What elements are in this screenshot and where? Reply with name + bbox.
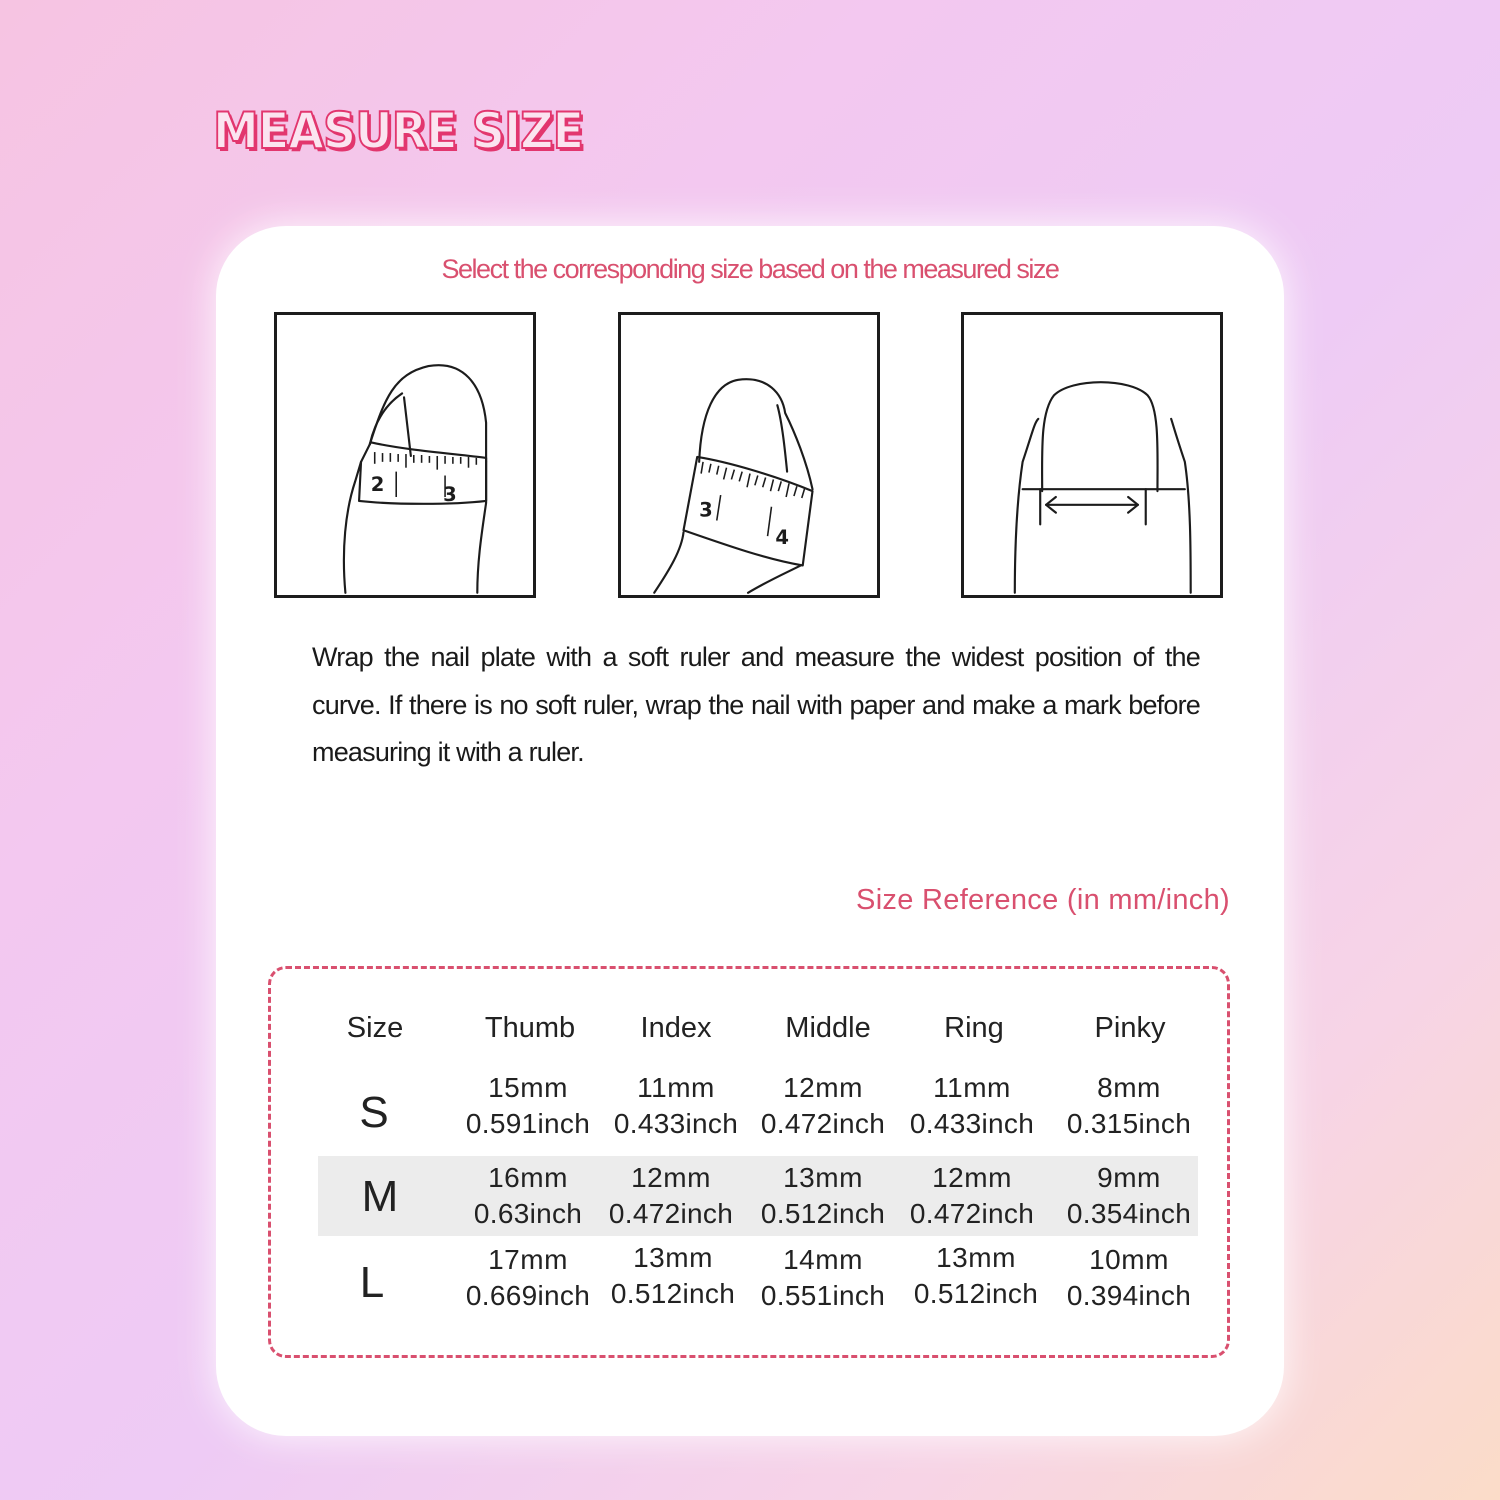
cell-mm: 10mm [1089, 1244, 1169, 1275]
cell-mm: 13mm [936, 1242, 1016, 1273]
ruler-mark: 3 [699, 498, 713, 522]
measurement-description: Wrap the nail plate with a soft ruler and measure the widest position of the curve. If there is no soft ruler, wrap the nail with paper and make a mark before measuring it with a ruler. [312, 642, 1200, 767]
cell-mm: 13mm [633, 1242, 713, 1273]
cell-mm: 12mm [932, 1162, 1012, 1193]
instruction-text: Select the corresponding size based on the measured size [441, 254, 1059, 284]
page-title: MEASURE SIZE [213, 102, 584, 160]
cell-mm: 12mm [631, 1162, 711, 1193]
nail-width-arrow-icon [964, 315, 1220, 595]
cell-inch: 0.512inch [760, 1198, 886, 1229]
cell-inch: 0.591inch [465, 1108, 591, 1139]
header-size: Size [346, 1012, 404, 1044]
header-thumb: Thumb [484, 1012, 576, 1044]
cell-mm: 13mm [783, 1162, 863, 1193]
cell-inch: 0.315inch [1066, 1108, 1192, 1139]
cell-mm: 16mm [488, 1162, 568, 1193]
cell-mm: 14mm [783, 1244, 863, 1275]
illustration-ruler-wrapped-finger-angled [618, 312, 880, 598]
cell-mm: 11mm [933, 1072, 1011, 1103]
ruler-mark: 2 [370, 473, 385, 497]
cell-inch: 0.512inch [913, 1278, 1039, 1309]
size-label-m: M [361, 1172, 399, 1221]
cell-inch: 0.472inch [909, 1198, 1035, 1229]
cell-mm: 12mm [783, 1072, 863, 1103]
ruler-mark: 4 [775, 525, 789, 549]
cell-mm: 15mm [488, 1072, 568, 1103]
cell-inch: 0.472inch [608, 1198, 734, 1229]
cell-inch: 0.472inch [760, 1108, 886, 1139]
header-ring: Ring [944, 1012, 1004, 1044]
finger-ruler-icon [277, 315, 533, 595]
size-label-l: L [359, 1258, 385, 1307]
cell-inch: 0.551inch [760, 1280, 886, 1311]
cell-mm: 17mm [488, 1244, 568, 1275]
size-label-s: S [359, 1088, 389, 1137]
cell-inch: 0.433inch [909, 1108, 1035, 1139]
cell-inch: 0.394inch [1066, 1280, 1192, 1311]
ruler-mark: 3 [443, 482, 457, 506]
cell-mm: 9mm [1097, 1162, 1161, 1193]
cell-mm: 8mm [1097, 1072, 1161, 1103]
illustration-ruler-wrapped-finger [274, 312, 536, 598]
header-pinky: Pinky [1094, 1012, 1166, 1044]
size-reference-label: Size Reference (in mm/inch) [856, 884, 1230, 916]
cell-inch: 0.63inch [473, 1198, 583, 1229]
cell-inch: 0.433inch [613, 1108, 739, 1139]
illustration-nail-width [961, 312, 1223, 598]
cell-inch: 0.354inch [1066, 1198, 1192, 1229]
cell-inch: 0.512inch [610, 1278, 736, 1309]
header-middle: Middle [785, 1012, 871, 1044]
header-index: Index [640, 1012, 712, 1044]
cell-inch: 0.669inch [465, 1280, 591, 1311]
cell-mm: 11mm [637, 1072, 715, 1103]
finger-ruler-angled-icon [621, 315, 877, 595]
